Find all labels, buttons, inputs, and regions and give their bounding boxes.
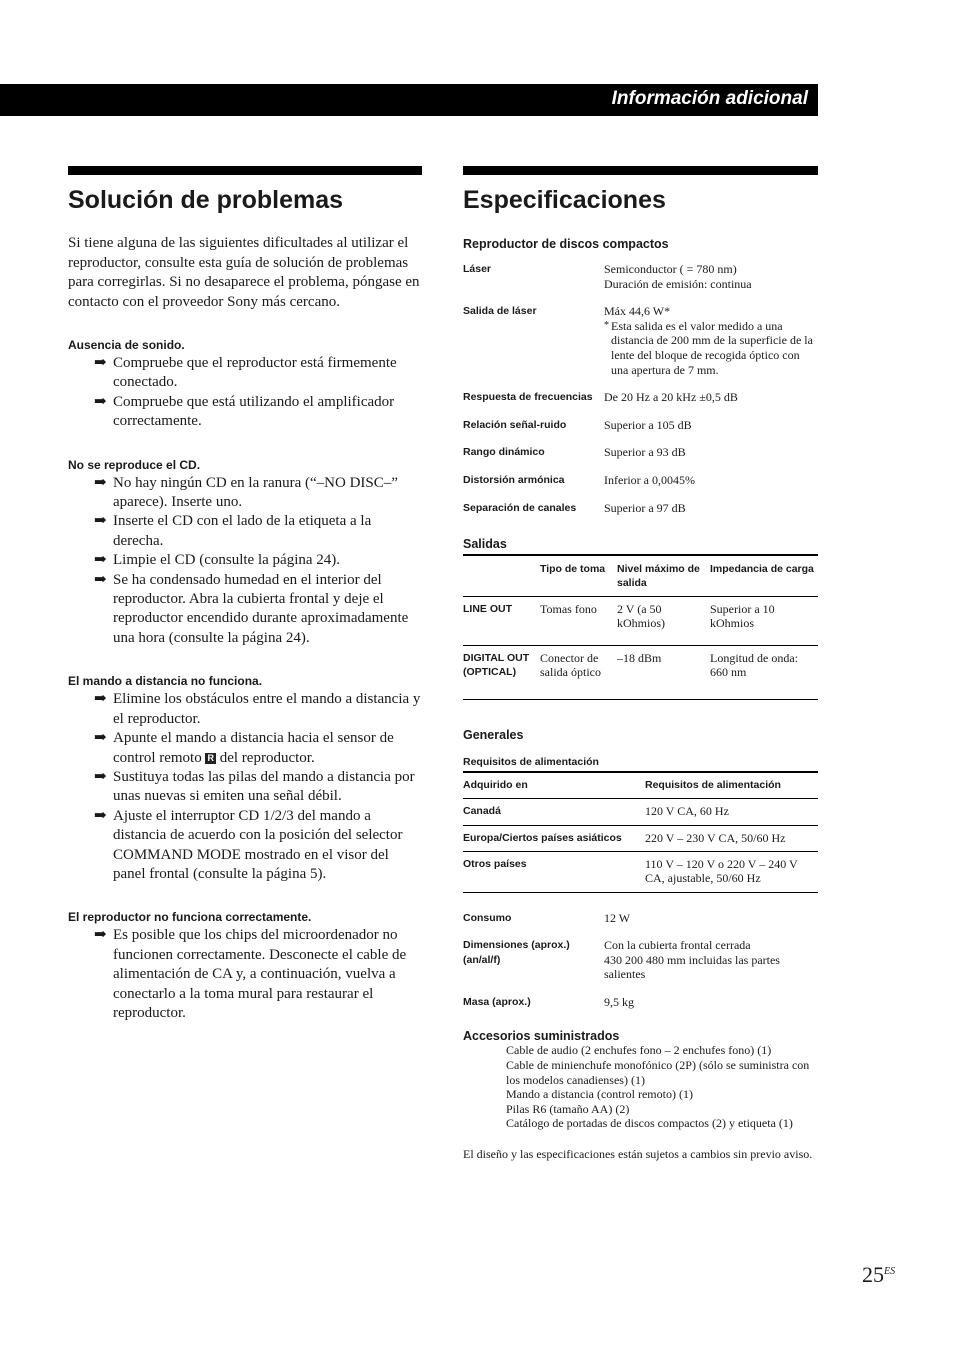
table-row: [463, 851, 818, 892]
arrow-right-icon: ➡: [94, 393, 107, 410]
spec-row: [463, 473, 818, 488]
spec-row: [463, 390, 818, 405]
spec-value-line: Máx 44,6 W*: [604, 304, 671, 319]
spec-value-line: 430 200 480 mm incluidas las partes salientes: [604, 952, 780, 982]
spec-value: Superior a 93 dB: [604, 445, 686, 460]
spec-value: Superior a 97 dB: [604, 500, 686, 515]
power-title: Requisitos de alimentación: [463, 756, 599, 769]
list-item: [68, 926, 422, 1023]
column-header: Impedancia de carga: [710, 555, 818, 597]
spec-value: Inferior a 0,0045%: [604, 472, 695, 487]
spec-value-line: Semiconductor ( = 780 nm): [604, 262, 737, 276]
item-text-suffix: del reproductor.: [219, 749, 315, 766]
list-item: [68, 729, 422, 768]
column-header: Tipo de toma: [540, 555, 617, 597]
section-header-bar: [0, 84, 818, 116]
spec-row: [463, 445, 818, 460]
spec-row: [463, 262, 818, 291]
spec-label: Rango dinámico: [463, 446, 545, 459]
arrow-right-icon: ➡: [94, 927, 107, 944]
arrow-right-icon: ➡: [94, 691, 107, 708]
troubleshooting-title: Solución de problemas: [68, 186, 344, 214]
title-rule: [463, 166, 818, 175]
spec-label: Respuesta de frecuencias: [463, 391, 593, 404]
arrow-right-icon: ➡: [94, 730, 107, 747]
spec-row: [463, 304, 818, 377]
table-header-row: [463, 772, 818, 799]
table-cell: 220 V – 230 V CA, 50/60 Hz: [645, 825, 818, 851]
item-text: Compruebe que está utilizando el amplificador correctamente.: [113, 393, 395, 430]
spec-value: De 20 Hz a 20 kHz ±0,5 dB: [604, 390, 738, 405]
footer-note: El diseño y las especificaciones están sujetos a cambios sin previo aviso.: [463, 1147, 813, 1162]
column-header: [463, 555, 540, 597]
item-text: Limpie el CD (consulte la página 24).: [113, 552, 341, 569]
table-cell: 2 V (a 50 kOhmios): [617, 597, 710, 646]
spec-value: 9,5 kg: [604, 994, 634, 1009]
arrow-right-icon: ➡: [94, 571, 107, 588]
page-language-suffix: ES: [884, 1266, 896, 1277]
footnote-mark: *: [604, 319, 609, 331]
list-item: Cable de audio (2 enchufes fono – 2 enchufes fono) (1): [506, 1043, 772, 1058]
spec-value: [604, 304, 818, 377]
spec-value: 12 W: [604, 910, 631, 925]
table-row: [463, 825, 818, 851]
spec-label: Relación señal-ruido: [463, 418, 567, 431]
item-text: No hay ningún CD en la ranura (“–NO DISC–” aparece). Inserte uno.: [113, 474, 398, 511]
section-title: El reproductor no funciona correctamente.: [68, 910, 312, 925]
spec-label: Distorsión armónica: [463, 473, 565, 486]
specifications-title: Especificaciones: [463, 186, 666, 214]
table-cell: Otros países: [463, 851, 645, 892]
spec-label: Dimensiones (aprox.) (an/al/f): [463, 939, 570, 966]
section-title: No se reproduce el CD.: [68, 457, 201, 472]
accessories-title: Accesorios suministrados: [463, 1029, 620, 1044]
spec-row: [463, 418, 818, 433]
arrow-right-icon: ➡: [94, 768, 107, 785]
table-row: [463, 597, 818, 646]
spec-label: Masa (aprox.): [463, 995, 531, 1008]
column-header: Adquirido en: [463, 772, 645, 799]
troubleshooting-column: [68, 166, 422, 1023]
table-cell: DIGITAL OUT (OPTICAL): [463, 651, 530, 679]
power-table: [463, 771, 818, 892]
table-row: [463, 645, 818, 700]
item-text: Apunte el mando a distancia hacia el sensor de control remoto: [113, 730, 394, 766]
table-cell: 120 V CA, 60 Hz: [645, 799, 818, 825]
item-text: Ajuste el interruptor CD 1/2/3 del mando a distancia de acuerdo con la posición del selector COMMAND MODE mostrado en el visor del panel frontal (consulte la página 5).: [113, 807, 403, 882]
spec-value: [604, 262, 818, 291]
spec-value: Superior a 105 dB: [604, 417, 692, 432]
table-cell: Tomas fono: [540, 597, 617, 646]
outputs-title: Salidas: [463, 537, 507, 552]
spec-label: Separación de canales: [463, 501, 577, 514]
spec-row: [463, 995, 818, 1010]
table-cell: LINE OUT: [463, 597, 540, 646]
item-text: Inserte el CD con el lado de la etiqueta a la derecha.: [113, 513, 372, 549]
arrow-right-icon: ➡: [94, 552, 107, 569]
title-rule: [68, 166, 422, 175]
general-title: Generales: [463, 728, 524, 743]
spec-label: Salida de láser: [463, 305, 537, 318]
list-item: Catálogo de portadas de discos compactos (2) y etiqueta (1): [506, 1116, 793, 1131]
table-cell: Canadá: [463, 799, 645, 825]
troubleshooting-intro: Si tiene alguna de las siguientes dificultades al utilizar el reproductor, consulte esta guía de solución de problemas para corregirlas. Si no desaparece el problema, póngase en contacto con el proveedor Sony más cercano.: [68, 235, 420, 310]
table-cell: Longitud de onda: 660 nm: [710, 650, 798, 680]
table-cell: 110 V – 120 V o 220 V – 240 V CA, ajustable, 50/60 Hz: [645, 851, 818, 892]
section-remote: [68, 672, 422, 884]
list-item: [68, 571, 422, 649]
arrow-right-icon: ➡: [94, 355, 107, 371]
accessories-list: [463, 1043, 818, 1131]
column-header: Nivel máximo de salida: [617, 555, 710, 597]
table-cell: Conector de salida óptico: [540, 650, 601, 680]
item-text: Compruebe que el reproductor está firmemente conectado.: [113, 355, 397, 391]
list-item: Pilas R6 (tamaño AA) (2): [506, 1101, 630, 1116]
page-number-value: 25: [862, 1262, 884, 1287]
item-text: Sustituya todas las pilas del mando a distancia por unas nuevas si emiten una señal débil.: [113, 768, 415, 805]
list-item: [68, 512, 422, 551]
cd-player-specs: [463, 262, 818, 515]
list-item: Mando a distancia (control remoto) (1): [506, 1087, 693, 1102]
list-item: [68, 354, 422, 393]
column-header: Requisitos de alimentación: [645, 772, 818, 799]
table-cell: Superior a 10 kOhmios: [710, 597, 818, 646]
table-header-row: [463, 555, 818, 597]
section-title: El mando a distancia no funciona.: [68, 674, 263, 689]
footnote-text: Esta salida es el valor medido a una distancia de 200 mm de la superficie de la lente del bloque de recogida óptico con una apertura de 7 mm.: [611, 318, 813, 377]
arrow-right-icon: ➡: [94, 807, 107, 824]
general-specs: [463, 911, 818, 1010]
table-cell: –18 dBm: [617, 650, 662, 665]
footnote: [604, 319, 818, 377]
spec-value-line: Con la cubierta frontal cerrada: [604, 938, 751, 953]
spec-label: Consumo: [463, 911, 512, 924]
list-item: [68, 551, 422, 570]
specifications-column: [463, 166, 818, 1162]
list-item: Cable de minienchufe monofónico (2P) (sólo se suministra con los modelos canadienses) (1): [506, 1058, 810, 1087]
section-no-sound: [68, 336, 422, 432]
spec-row: [463, 938, 818, 982]
section-header-title: Información adicional: [611, 88, 808, 109]
spec-label: Láser: [463, 263, 492, 275]
item-text: Es posible que los chips del microordenador no funcionen correctamente. Desconecte el cable de alimentación de CA y, a continuación, vuelva a conectarlo a la toma mural para restaurar el reproductor.: [113, 927, 407, 1021]
list-item: [68, 768, 422, 807]
spec-value: [604, 938, 818, 982]
outputs-table: [463, 554, 818, 700]
arrow-right-icon: ➡: [94, 474, 107, 491]
section-malfunction: [68, 908, 422, 1023]
list-item: [68, 393, 422, 432]
list-item: [68, 807, 422, 885]
item-text: Elimine los obstáculos entre el mando a distancia y el reproductor.: [113, 691, 421, 727]
spec-row: [463, 501, 818, 516]
spec-value-line: Duración de emisión: continua: [604, 276, 752, 291]
remote-sensor-icon: R: [207, 752, 214, 763]
list-item: [68, 474, 422, 513]
list-item: [68, 690, 422, 729]
item-text: Se ha condensado humedad en el interior del reproductor. Abra la cubierta frontal y deje el reproductor encendido durante aproximadamente una hora (consulte la página 24).: [113, 571, 409, 646]
cd-player-title: Reproductor de discos compactos: [463, 237, 669, 251]
table-row: [463, 799, 818, 825]
spec-row: [463, 911, 818, 926]
table-cell: Europa/Ciertos países asiáticos: [463, 825, 645, 851]
arrow-right-icon: ➡: [94, 513, 107, 530]
section-title: Ausencia de sonido.: [68, 338, 185, 352]
page-number: [862, 1262, 895, 1288]
section-no-play: [68, 456, 422, 649]
